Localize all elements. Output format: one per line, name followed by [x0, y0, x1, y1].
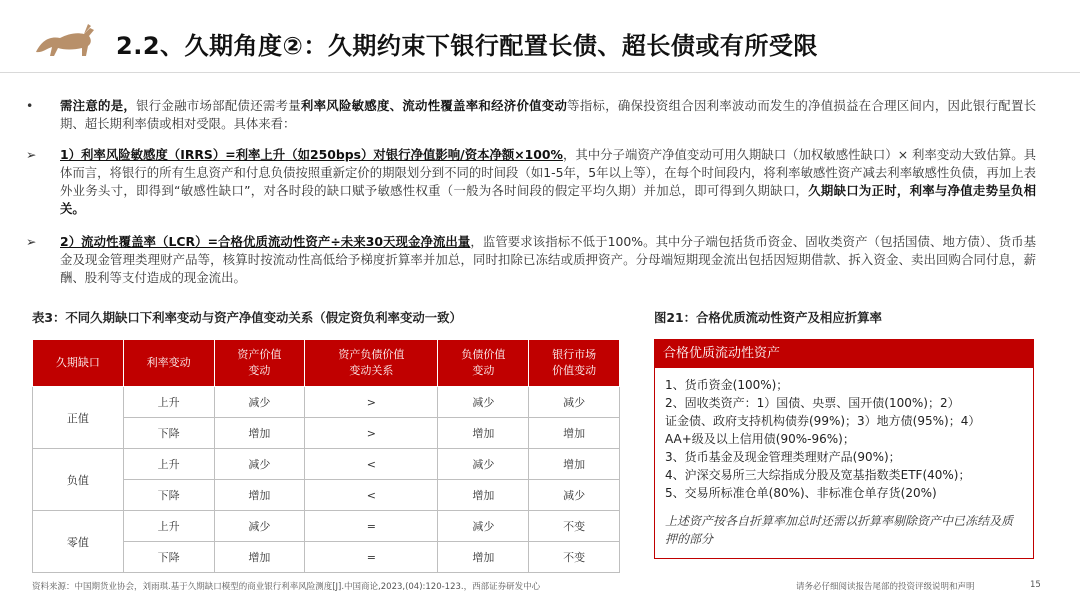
list-item: 4、沪深交易所三大综指成分股及宽基指数类ETF(40%)；: [665, 468, 971, 482]
text-segment: 需注意的是，: [60, 98, 137, 113]
list-item: 5、交易所标准仓单(80%)、非标准仓单存货(20%): [665, 486, 937, 500]
bullet-body: [60, 233, 1036, 287]
hqla-note: 上述资产按各自折算率加总时还需以折算率剔除资产中已冻结及质押的部分: [665, 514, 1014, 546]
text-segment: 利率风险敏感度、流动性覆盖率和经济价值变动: [300, 98, 568, 113]
table-cell: 增加: [529, 449, 620, 480]
table-cell: 下降: [123, 418, 214, 449]
arrow-bullet-icon: ➢: [26, 234, 37, 249]
table-header-cell: 负债价值 变动: [438, 340, 529, 387]
table-cell: 增加: [214, 418, 305, 449]
bullet-body: [60, 146, 1036, 218]
page-title: 2.2、久期角度②：久期约束下银行配置长债、超长债或有所受限: [116, 32, 818, 60]
table-header-cell: 银行市场 价值变动: [529, 340, 620, 387]
text-segment: 久期缺口为正时，利率与净值走势呈负相关。: [60, 183, 1037, 216]
gap-cell: 负值: [33, 449, 124, 511]
table-cell: 增加: [438, 418, 529, 449]
text-segment: 1）利率风险敏感度（IRRS）=利率上升（如250bps）对银行净值影响/资本净额×100%: [60, 147, 563, 162]
table-cell: 不变: [529, 511, 620, 542]
table-cell: 下降: [123, 542, 214, 573]
table-cell: =: [305, 511, 438, 542]
table-cell: 增加: [438, 542, 529, 573]
table-cell: 增加: [529, 418, 620, 449]
table-cell: 上升: [123, 511, 214, 542]
table-cell: 减少: [214, 387, 305, 418]
table-cell: >: [305, 418, 438, 449]
table-cell: 减少: [529, 387, 620, 418]
hqla-box-title: 合格优质流动性资产: [655, 340, 1033, 368]
table-cell: 减少: [214, 511, 305, 542]
hqla-list: [655, 368, 1033, 502]
table-cell: 减少: [529, 480, 620, 511]
table-header-cell: 利率变动: [123, 340, 214, 387]
bull-logo-icon: [34, 22, 96, 62]
bullet-paragraph-1: [26, 97, 1036, 133]
disclaimer: 请务必仔细阅读报告尾部的投资评级说明和声明: [796, 582, 975, 592]
table3-caption: 表3：不同久期缺口下利率变动与资产净值变动关系（假定资负利率变动一致）: [32, 310, 462, 325]
bullet-paragraph-2: [26, 146, 1036, 218]
table-row: [33, 511, 620, 542]
table-cell: 减少: [438, 449, 529, 480]
table-cell: <: [305, 449, 438, 480]
table-cell: <: [305, 480, 438, 511]
duration-gap-table: [32, 339, 620, 573]
bullet-paragraph-3: [26, 233, 1036, 287]
text-segment: ，监管要求该指标不低于100%。其中分子端包括货币资金、固收类资产（包括国债、地方债）、货币基金及现金管理类理财产品等，核算时按流动性高低给予梯度折算率并加总，同时扣除已冻结或质押资产。分母端短期现金流出包括因短期借款、拆入资金、卖出回购合同付息，薪酬、股利等支付造成的现金流出。: [60, 234, 1036, 285]
table-cell: 增加: [214, 542, 305, 573]
source-note: 资料来源：中国期货业协会，刘雨琪.基于久期缺口模型的商业银行利率风险测度[J].中国商论,2023,(04):120-123.，西部证券研发中心: [32, 582, 541, 592]
text-segment: 2）流动性覆盖率（LCR）=合格优质流动性资产÷未来30天现金净流出量: [60, 234, 471, 249]
table-cell: 减少: [438, 511, 529, 542]
list-item: 3、货币基金及现金管理类理财产品(90%)；: [665, 450, 901, 464]
list-item: 2、固收类资产：1）国债、央票、国开债(100%)；2）: [665, 396, 960, 410]
table-header-row: [33, 340, 620, 387]
gap-cell: 零值: [33, 511, 124, 573]
page-number: 15: [1030, 580, 1041, 590]
table-header-cell: 资产价值 变动: [214, 340, 305, 387]
hqla-box: [654, 339, 1034, 559]
gap-cell: 正值: [33, 387, 124, 449]
list-item: 1、货币资金(100%)；: [665, 378, 789, 392]
table-cell: 减少: [214, 449, 305, 480]
text-segment: 等指标，确保投资组合因利率波动而发生的净值损益在合理区间内，因此银行配置长期、超长期利率债或相对受限。具体来看：: [60, 98, 1037, 131]
table-cell: 增加: [438, 480, 529, 511]
table-cell: 上升: [123, 387, 214, 418]
figure21-caption: 图21：合格优质流动性资产及相应折算率: [654, 310, 882, 325]
table-row: [33, 449, 620, 480]
table-cell: >: [305, 387, 438, 418]
text-segment: ，其中分子端资产净值变动可用久期缺口（加权敏感性缺口）× 利率变动大致估算。具体而言，将银行的所有生息资产和付息负债按照重新定价的期限划分到不同的时间段（如1-5年，5年以上等），在每个时间段内，将利率敏感性资产减去利率敏感性负债，再加上表外业务头寸，即得到“敏感性缺口”，对各时段的缺口赋予敏感性权重（一般为各时间段的假定平均久期）并加总，即可得到久期缺口，: [60, 147, 1036, 198]
text-segment: 银行金融市场部配债还需考量: [136, 98, 301, 113]
table-cell: 减少: [438, 387, 529, 418]
bullet-body: [60, 97, 1036, 133]
list-item: 证金债、政府支持机构债券(99%)；3）地方债(95%)；4）: [665, 414, 981, 428]
bullet-marker: •: [26, 98, 34, 113]
table-cell: =: [305, 542, 438, 573]
table-header-cell: 久期缺口: [33, 340, 124, 387]
table-header-cell: 资产负债价值 变动关系: [305, 340, 438, 387]
table-cell: 上升: [123, 449, 214, 480]
arrow-bullet-icon: ➢: [26, 147, 37, 162]
list-item: AA+级及以上信用债(90%-96%)；: [665, 432, 855, 446]
table-cell: 不变: [529, 542, 620, 573]
title-divider: [0, 72, 1080, 73]
table-cell: 下降: [123, 480, 214, 511]
table-cell: 增加: [214, 480, 305, 511]
table-row: [33, 387, 620, 418]
